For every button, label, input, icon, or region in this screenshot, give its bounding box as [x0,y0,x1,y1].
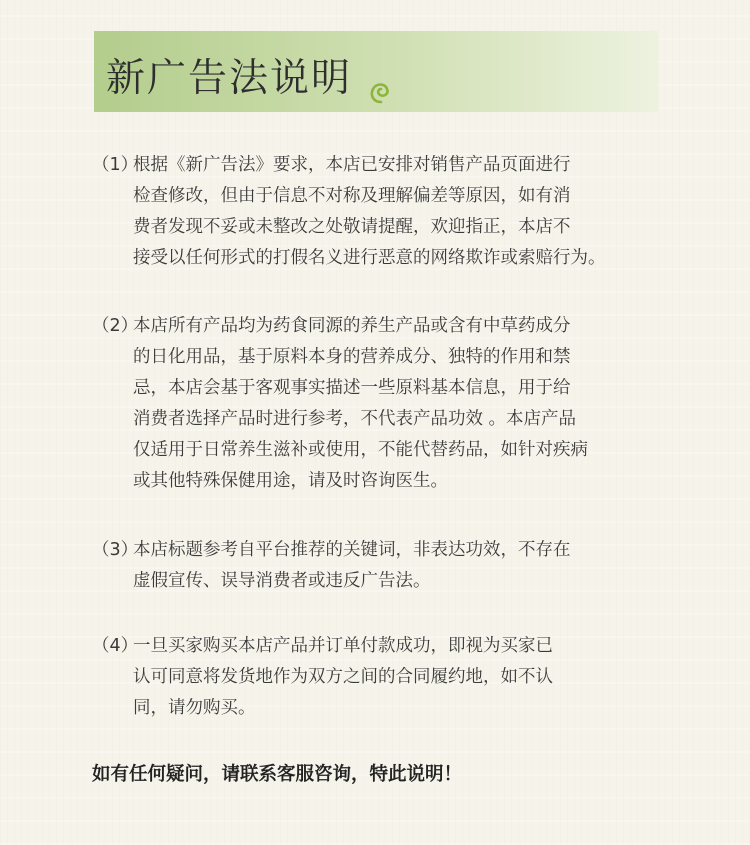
clause-line: 接受以任何形式的打假名义进行恶意的网络欺诈或索赔行为。 [133,248,606,268]
clause-4 [92,631,672,724]
clause-line: 同，请勿购买。 [133,698,256,718]
clause-text [133,631,672,724]
clause-number: （3） [92,540,139,560]
clause-line: 一旦买家购买本店产品并订单付款成功，即视为买家已 [133,636,553,656]
clause-line: 忌，本店会基于客观事实描述一些原料基本信息，用于给 [133,378,571,398]
clause-1 [92,150,672,274]
clause-text [133,311,672,497]
page-title: 新广告法说明 [106,56,353,101]
clause-line: 消费者选择产品时进行参考，不代表产品功效 。本店产品 [133,409,577,429]
swirl-ornament-icon [368,75,394,105]
clause-line: 本店标题参考自平台推荐的关键词，非表达功效，不存在 [133,540,571,560]
clause-line: 仅适用于日常养生滋补或使用，不能代替药品，如针对疾病 [133,440,588,460]
clause-line: 费者发现不妥或未整改之处敬请提醒，欢迎指正，本店不 [133,217,571,237]
clause-number: （1） [92,155,139,175]
clause-line: 或其他特殊保健用途，请及时咨询医生。 [133,471,448,491]
clause-line: 的日化用品，基于原料本身的营养成分、独特的作用和禁 [133,347,571,367]
clause-line: 虚假宣传、误导消费者或违反广告法。 [133,571,431,591]
clause-text [133,150,672,274]
clause-number: （2） [92,316,139,336]
clause-3 [92,535,672,597]
title-banner [94,31,658,112]
clause-2 [92,311,672,497]
clause-number: （4） [92,636,139,656]
clause-text [133,535,672,597]
clause-line: 根据《新广告法》要求，本店已安排对销售产品页面进行 [133,155,571,175]
footer-notice: 如有任何疑问，请联系客服咨询，特此说明！ [92,764,463,785]
clause-line: 检查修改，但由于信息不对称及理解偏差等原因，如有消 [133,186,571,206]
clause-line: 认可同意将发货地作为双方之间的合同履约地，如不认 [133,667,553,687]
clause-line: 本店所有产品均为药食同源的养生产品或含有中草药成分 [133,316,571,336]
